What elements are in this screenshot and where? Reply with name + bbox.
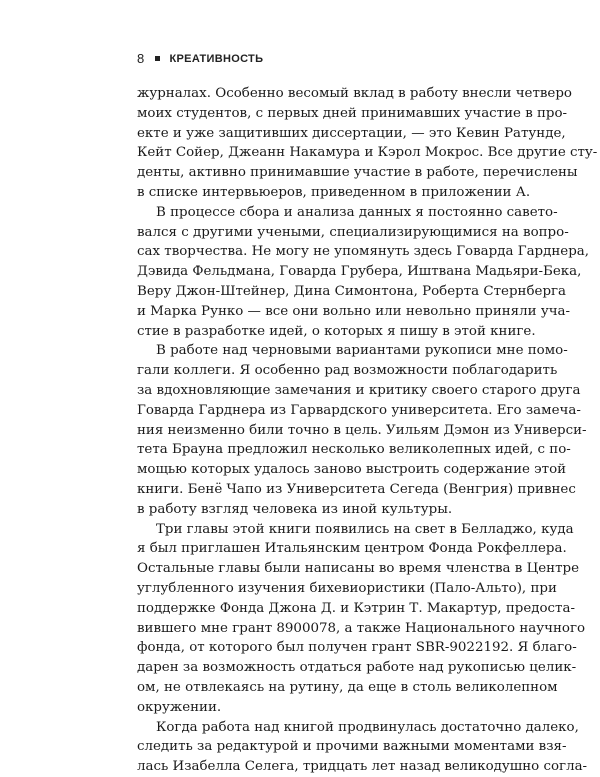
- text-line: я был приглашен Итальянским центром Фонда Рокфеллера.: [137, 541, 567, 557]
- square-bullet-icon: [155, 56, 160, 61]
- text-line: денты, активно принимавшие участие в работе, перечислены: [137, 165, 578, 181]
- text-line: за вдохновляющие замечания и критику своего старого друга: [137, 382, 581, 398]
- text-line: вался с другими учеными, специализирующимися на вопро-: [137, 224, 569, 240]
- text-line: сах творчества. Не могу не упомянуть здесь Говарда Гарднера,: [137, 244, 590, 260]
- body-text: [137, 84, 598, 777]
- paragraph: [137, 84, 598, 203]
- text-line: в работу взгляд человека из иной культуры.: [137, 501, 453, 517]
- paragraph: [137, 203, 590, 342]
- text-line: мощью которых удалось заново выстроить содержание этой: [137, 462, 567, 478]
- text-line: моих студентов, с первых дней принимавших участие в про-: [137, 105, 568, 121]
- text-line: В работе над черновыми вариантами рукописи мне помо-: [156, 343, 568, 359]
- text-line: тета Брауна предложил несколько великолепных идей, с по-: [137, 442, 571, 458]
- running-title: КРЕАТИВНОСТЬ: [169, 52, 264, 65]
- text-line: стие в разработке идей, о которых я пишу в этой книге.: [137, 323, 536, 339]
- text-line: Три главы этой книги появились на свет в Белладжо, куда: [156, 521, 574, 537]
- text-line: углубленного изучения бихевиористики (Пало-Альто), при: [137, 580, 557, 596]
- text-line: гали коллеги. Я особенно рад возможности поблагодарить: [137, 363, 558, 379]
- paragraph: [137, 341, 587, 519]
- text-line: дарен за возможность отдаться работе над рукописью целик-: [137, 660, 577, 676]
- text-line: Остальные главы были написаны во время членства в Центре: [137, 561, 580, 577]
- text-line: ом, не отвлекаясь на рутину, да еще в столь великолепном: [137, 679, 558, 695]
- paragraph: [137, 520, 586, 718]
- text-line: окружении.: [137, 699, 222, 715]
- text-line: Веру Джон-Штейнер, Дина Симонтона, Роберта Стернберга: [137, 283, 567, 299]
- text-line: журналах. Особенно весомый вклад в работу внесли четверо: [137, 86, 572, 101]
- paragraph: [137, 718, 588, 777]
- text-line: В процессе сбора и анализа данных я постоянно савето-: [156, 204, 558, 220]
- text-line: в списке интервьюеров, приведенном в приложении А.: [137, 184, 531, 200]
- text-line: поддержке Фонда Джона Д. и Кэтрин Т. Макартур, предоста-: [137, 600, 575, 616]
- text-line: книги. Бенё Чапо из Университета Сегеда (Венгрия) привнес: [137, 481, 576, 497]
- text-line: ния неизменно били точно в цель. Уильям Дэмон из Универси-: [137, 422, 587, 438]
- text-line: вившего мне грант 8900078, а также Национального научного: [137, 620, 586, 636]
- text-line: екте и уже защитивших диссертации, — это Кевин Ратунде,: [137, 125, 566, 141]
- text-line: следить за редактурой и прочими важными моментами взя-: [137, 739, 567, 755]
- text-line: фонда, от которого был получен грант SBR-9022192. Я благо-: [137, 640, 577, 656]
- text-line: и Марка Рунко — все они вольно или невольно приняли уча-: [137, 303, 571, 319]
- text-line: Дэвида Фельдмана, Говарда Грубера, Иштвана Мадьяри-Бека,: [137, 264, 582, 280]
- text-line: Говарда Гарднера из Гарвардского университета. Его замеча-: [137, 402, 581, 418]
- text-line: Кейт Сойер, Джеанн Накамура и Кэрол Мокрос. Все другие сту-: [137, 145, 598, 161]
- text-line: Когда работа над книгой продвинулась достаточно далеко,: [156, 719, 579, 735]
- text-line: лась Изабелла Селега, тридцать лет назад великодушно согла-: [137, 759, 588, 775]
- page-number: 8: [137, 51, 145, 66]
- running-head: [137, 51, 263, 66]
